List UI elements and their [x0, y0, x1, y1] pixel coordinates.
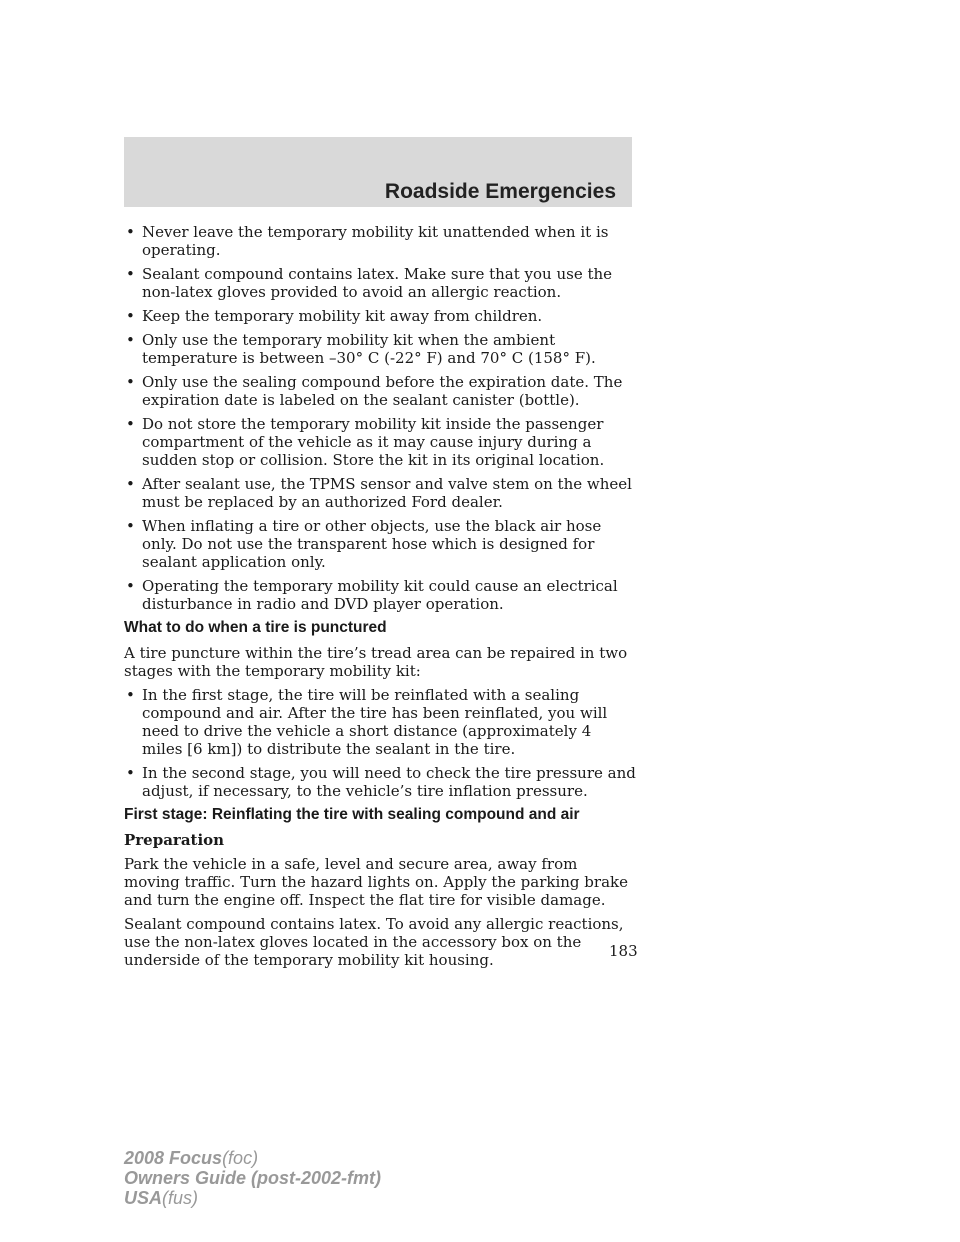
list-item [124, 331, 636, 367]
list-item-text: Only use the temporary mobility kit when the ambient temperature is between –30° C (-22° F) and 70° C (158° F). [142, 331, 596, 367]
list-item-text: Only use the sealing compound before the expiration date. The expiration date is labeled on the sealant canister (bottle). [142, 373, 623, 409]
footer-line-market [124, 1188, 381, 1208]
subheading: Preparation [124, 831, 225, 849]
list-item-text: When inflating a tire or other objects, use the black air hose only. Do not use the transparent hose which is designed for sealant application only. [142, 517, 602, 571]
list-item-text: Keep the temporary mobility kit away from children. [142, 307, 543, 325]
list-item-text: After sealant use, the TPMS sensor and valve stem on the wheel must be replaced by an authorized Ford dealer. [142, 475, 632, 511]
list-item [124, 415, 636, 469]
bullet-icon: • [126, 764, 135, 782]
bullet-icon: • [126, 331, 135, 349]
page-content [124, 223, 636, 975]
bullet-icon: • [126, 415, 135, 433]
list-item [124, 764, 636, 800]
list-item-text: Do not store the temporary mobility kit inside the passenger compartment of the vehicle as it may cause injury during a sudden stop or collision. Store the kit in its original location. [142, 415, 605, 469]
bullet-icon: • [126, 265, 135, 283]
footer-guide: Owners Guide (post-2002-fmt) [124, 1168, 382, 1188]
page-number: 183 [609, 942, 638, 960]
bullet-icon: • [126, 475, 135, 493]
bullet-icon: • [126, 686, 135, 704]
list-item-text: Never leave the temporary mobility kit unattended when it is operating. [142, 223, 609, 259]
footer-market: USA [124, 1188, 163, 1208]
section-heading: What to do when a tire is punctured [124, 619, 387, 636]
footer-market-code: (fus) [162, 1188, 199, 1208]
list-item [124, 307, 636, 325]
list-item [124, 223, 636, 259]
list-item [124, 475, 636, 511]
paragraph: Park the vehicle in a safe, level and secure area, away from moving traffic. Turn the hazard lights on. Apply the parking brake and turn the engine off. Inspect the flat tire for visible damage. [124, 855, 628, 909]
list-item [124, 686, 636, 758]
list-item [124, 577, 636, 613]
bullet-icon: • [126, 517, 135, 535]
footer-model: 2008 Focus [124, 1148, 223, 1168]
list-item-text: Operating the temporary mobility kit could cause an electrical disturbance in radio and DVD player operation. [142, 577, 618, 613]
header-band [124, 137, 632, 207]
bullet-icon: • [126, 307, 135, 325]
paragraph: Sealant compound contains latex. To avoid any allergic reactions, use the non-latex gloves located in the accessory box on the underside of the temporary mobility kit housing. [124, 915, 624, 969]
list-item-text: Sealant compound contains latex. Make sure that you use the non-latex gloves provided to avoid an allergic reaction. [142, 265, 613, 301]
paragraph: A tire puncture within the tire’s tread area can be repaired in two stages with the temporary mobility kit: [124, 644, 628, 680]
list-item [124, 517, 636, 571]
list-item [124, 265, 636, 301]
footer-model-code: (foc) [222, 1148, 259, 1168]
bullet-icon: • [126, 373, 135, 391]
list-item-text: In the second stage, you will need to check the tire pressure and adjust, if necessary, to the vehicle’s tire inflation pressure. [142, 764, 636, 800]
bullet-icon: • [126, 577, 135, 595]
section-heading: First stage: Reinflating the tire with sealing compound and air [124, 806, 580, 823]
section-title: Roadside Emergencies [384, 180, 616, 203]
list-item-text: In the first stage, the tire will be reinflated with a sealing compound and air. After the tire has been reinflated, you will need to drive the vehicle a short distance (approximately 4 miles [6 km]) to distribute the sealant in the tire. [142, 686, 608, 758]
list-item [124, 373, 636, 409]
footer-line-model [124, 1148, 381, 1168]
bullet-icon: • [126, 223, 135, 241]
footer [124, 1148, 381, 1208]
